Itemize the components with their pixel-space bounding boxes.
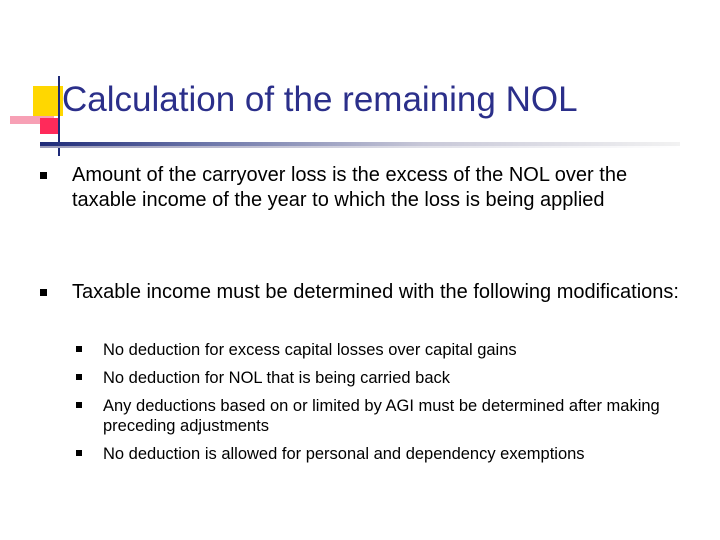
list-item (40, 163, 680, 213)
square-bullet-icon (76, 450, 82, 456)
square-bullet-icon (76, 346, 82, 352)
decorative-red-square (40, 118, 58, 134)
list-item (76, 444, 696, 464)
slide-title: Calculation of the remaining NOL (62, 80, 578, 119)
list-item (76, 368, 696, 388)
square-bullet-icon (40, 289, 47, 296)
square-bullet-icon (76, 374, 82, 380)
square-bullet-icon (40, 172, 47, 179)
sub-bullet-text: No deduction for NOL that is being carried back (103, 369, 450, 387)
sub-bullet-text: Any deductions based on or limited by AGI must be determined after making preceding adjustments (103, 397, 660, 435)
sub-bullet-list (76, 340, 696, 464)
list-item (76, 340, 696, 360)
title-underline-shadow (40, 146, 680, 148)
bullet-text: Amount of the carryover loss is the excess of the NOL over the taxable income of the year to which the loss is being applied (72, 164, 628, 211)
bullet-text: Taxable income must be determined with the following modifications: (72, 281, 679, 303)
list-item (76, 396, 696, 436)
bullet-list (40, 163, 680, 213)
sub-bullet-text: No deduction for excess capital losses over capital gains (103, 341, 517, 359)
square-bullet-icon (76, 402, 82, 408)
list-item (40, 280, 680, 305)
sub-bullet-text: No deduction is allowed for personal and dependency exemptions (103, 445, 585, 463)
bullet-list (40, 280, 680, 305)
